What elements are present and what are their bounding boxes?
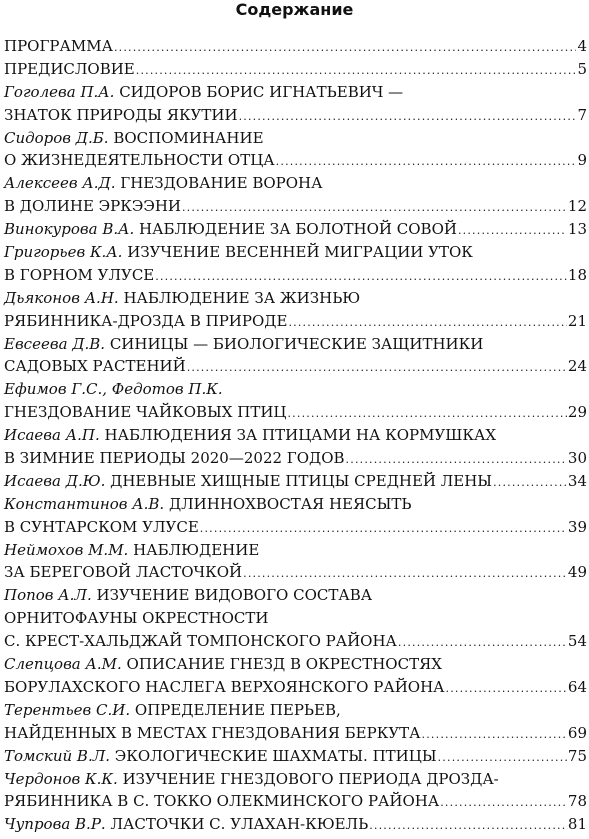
leader-dots <box>136 60 577 83</box>
toc-entry-line <box>4 355 587 378</box>
entry-author: Евсеева Д.В. <box>4 334 106 353</box>
table-of-contents <box>4 35 587 836</box>
toc-entry-line <box>4 264 587 287</box>
toc-entry-line <box>4 493 587 516</box>
entry-title: НАБЛЮДЕНИЕ ЗА ЖИЗНЬЮ <box>123 288 361 307</box>
entry-title: В СУНТАРСКОМ УЛУСЕ <box>4 517 199 536</box>
toc-entry-line <box>4 722 587 745</box>
toc-entry-line <box>4 447 587 470</box>
leader-dots <box>187 357 567 380</box>
entry-title: НАЙДЕННЫХ В МЕСТАХ ГНЕЗДОВАНИЯ БЕРКУТА <box>4 723 421 742</box>
entry-page-number: 34 <box>567 471 587 490</box>
entry-title: ГНЕЗДОВАНИЕ ВОРОНА <box>120 174 323 193</box>
toc-entry-line <box>4 241 587 264</box>
leader-dots <box>422 724 567 747</box>
entry-page-number: 30 <box>567 449 587 468</box>
entry-author: Терентьев С.И. <box>4 700 131 719</box>
entry-title: ДЛИННОХВОСТАЯ НЕЯСЫТЬ <box>168 494 412 513</box>
leader-dots <box>346 449 567 472</box>
toc-entry-line <box>4 81 587 104</box>
toc-entry-line <box>4 516 587 539</box>
entry-title: В ЗИМНИЕ ПЕРИОДЫ 2020—2022 ГОДОВ <box>4 449 345 468</box>
entry-title: НАБЛЮДЕНИЕ <box>133 540 260 559</box>
entry-title: СИНИЦЫ — БИОЛОГИЧЕСКИЕ ЗАЩИТНИКИ <box>109 334 484 353</box>
entry-title: В ДОЛИНЕ ЭРКЭЭНИ <box>4 197 181 216</box>
entry-author: Сидоров Д.Б. <box>4 128 109 147</box>
entry-title: С. КРЕСТ-ХАЛЬДЖАЙ ТОМПОНСКОГО РАЙОНА <box>4 632 397 651</box>
entry-page-number: 54 <box>567 632 587 651</box>
entry-author: Чупрова В.Р. <box>4 815 106 834</box>
entry-page-number: 4 <box>577 37 587 55</box>
leader-dots <box>440 792 567 815</box>
toc-entry-line <box>4 813 587 836</box>
entry-title: САДОВЫХ РАСТЕНИЙ <box>4 357 186 376</box>
entry-author: Ефимов Г.С., Федотов П.К. <box>4 380 223 399</box>
entry-page-number: 75 <box>567 746 587 765</box>
entry-title: РЯБИННИКА-ДРОЗДА В ПРИРОДЕ <box>4 311 288 330</box>
entry-author: Алексеев А.Д. <box>4 174 116 193</box>
entry-title: ИЗУЧЕНИЕ ВИДОВОГО СОСТАВА <box>96 586 373 605</box>
leader-dots <box>438 747 567 770</box>
toc-heading: Содержание <box>235 0 354 19</box>
toc-entry-line <box>4 790 587 813</box>
leader-dots <box>182 197 567 220</box>
entry-page-number: 5 <box>577 59 587 78</box>
entry-author: Винокурова В.А. <box>4 220 135 239</box>
toc-entry-line <box>4 195 587 218</box>
entry-page-number: 64 <box>567 677 587 696</box>
toc-entry-line <box>4 127 587 150</box>
entry-title: ДНЕВНЫЕ ХИЩНЫЕ ПТИЦЫ СРЕДНЕЙ ЛЕНЫ <box>110 471 493 490</box>
entry-page-number: 9 <box>577 151 587 170</box>
toc-entry-line <box>4 768 587 791</box>
leader-dots <box>114 37 577 60</box>
leader-dots <box>458 220 567 243</box>
toc-entry-line <box>4 607 587 630</box>
entry-title: ИЗУЧЕНИЕ ГНЕЗДОВОГО ПЕРИОДА ДРОЗДА- <box>122 769 499 788</box>
entry-title: ИЗУЧЕНИЕ ВЕСЕННЕЙ МИГРАЦИИ УТОК <box>127 243 473 262</box>
entry-page-number: 39 <box>567 517 587 536</box>
toc-entry-line <box>4 287 587 310</box>
entry-page-number: 69 <box>567 723 587 742</box>
toc-entry-line <box>4 401 587 424</box>
entry-page-number: 18 <box>567 265 587 284</box>
entry-title: ЭКОЛОГИЧЕСКИЕ ШАХМАТЫ. ПТИЦЫ <box>114 746 437 765</box>
entry-title: ПРОГРАММА <box>4 37 113 55</box>
entry-title: О ЖИЗНЕДЕЯТЕЛЬНОСТИ ОТЦА <box>4 151 275 170</box>
entry-author: Исаева А.П. <box>4 426 100 445</box>
entry-title: СИДОРОВ БОРИС ИГНАТЬЕВИЧ — <box>119 82 404 101</box>
entry-title: БОРУЛАХСКОГО НАСЛЕГА ВЕРХОЯНСКОГО РАЙОНА <box>4 677 445 696</box>
toc-entry-line <box>4 539 587 562</box>
entry-author: Гоголева П.А. <box>4 82 115 101</box>
toc-entry-line <box>4 104 587 127</box>
entry-title: ОПРЕДЕЛЕНИЕ ПЕРЬЕВ, <box>134 700 341 719</box>
toc-entry-line <box>4 676 587 699</box>
entry-title: ЛАСТОЧКИ С. УЛАХАН-КЮЕЛЬ <box>110 815 369 834</box>
entry-page-number: 78 <box>567 792 587 811</box>
leader-dots <box>369 815 567 838</box>
leader-dots <box>276 151 577 174</box>
entry-page-number: 49 <box>567 563 587 582</box>
entry-page-number: 7 <box>577 105 587 124</box>
entry-page-number: 12 <box>567 197 587 216</box>
leader-dots <box>239 106 577 129</box>
entry-page-number: 13 <box>567 220 587 239</box>
toc-entry-line <box>4 653 587 676</box>
toc-entry-line <box>4 630 587 653</box>
toc-entry-line <box>4 378 587 401</box>
entry-title: ГНЕЗДОВАНИЕ ЧАЙКОВЫХ ПТИЦ <box>4 403 287 422</box>
entry-title: ЗА БЕРЕГОВОЙ ЛАСТОЧКОЙ <box>4 563 243 582</box>
entry-title: РЯБИННИКА В С. ТОККО ОЛЕКМИНСКОГО РАЙОНА <box>4 792 440 811</box>
leader-dots <box>493 472 567 495</box>
entry-title: ОПИСАНИЕ ГНЕЗД В ОКРЕСТНОСТЯХ <box>126 655 442 674</box>
entry-title: НАБЛЮДЕНИЕ ЗА БОЛОТНОЙ СОВОЙ <box>139 220 457 239</box>
entry-author: Дьяконов А.Н. <box>4 288 119 307</box>
leader-dots <box>398 632 567 655</box>
entry-title: ОРНИТОФАУНЫ ОКРЕСТНОСТИ <box>4 609 269 628</box>
leader-dots <box>155 266 567 289</box>
toc-entry-line <box>4 470 587 493</box>
entry-author: Чердонов К.К. <box>4 769 118 788</box>
entry-title: НАБЛЮДЕНИЯ ЗА ПТИЦАМИ НА КОРМУШКАХ <box>104 426 497 445</box>
toc-entry-line <box>4 699 587 722</box>
entry-page-number: 81 <box>567 815 587 834</box>
entry-title: ЗНАТОК ПРИРОДЫ ЯКУТИИ <box>4 105 238 124</box>
toc-entry-line <box>4 333 587 356</box>
toc-entry-line <box>4 424 587 447</box>
entry-author: Исаева Д.Ю. <box>4 471 106 490</box>
toc-entry-line <box>4 58 587 81</box>
leader-dots <box>288 312 566 335</box>
leader-dots <box>287 403 566 426</box>
entry-author: Неймохов М.М. <box>4 540 129 559</box>
entry-author: Попов А.Л. <box>4 586 92 605</box>
entry-author: Слепцова А.М. <box>4 655 122 674</box>
toc-entry-line <box>4 149 587 172</box>
entry-title: ПРЕДИСЛОВИЕ <box>4 59 135 78</box>
toc-entry-line <box>4 172 587 195</box>
toc-entry-line <box>4 35 587 58</box>
toc-entry-line <box>4 218 587 241</box>
entry-page-number: 21 <box>567 311 587 330</box>
leader-dots <box>446 678 567 701</box>
entry-title: ВОСПОМИНАНИЕ <box>113 128 264 147</box>
toc-entry-line <box>4 745 587 768</box>
entry-author: Томский В.Л. <box>4 746 110 765</box>
entry-title: В ГОРНОМ УЛУСЕ <box>4 265 155 284</box>
leader-dots <box>243 563 567 586</box>
entry-author: Константинов А.В. <box>4 494 165 513</box>
entry-page-number: 29 <box>567 403 587 422</box>
leader-dots <box>200 518 567 541</box>
toc-entry-line <box>4 561 587 584</box>
toc-entry-line <box>4 584 587 607</box>
toc-entry-line <box>4 310 587 333</box>
entry-page-number: 24 <box>567 357 587 376</box>
entry-author: Григорьев К.А. <box>4 243 123 262</box>
